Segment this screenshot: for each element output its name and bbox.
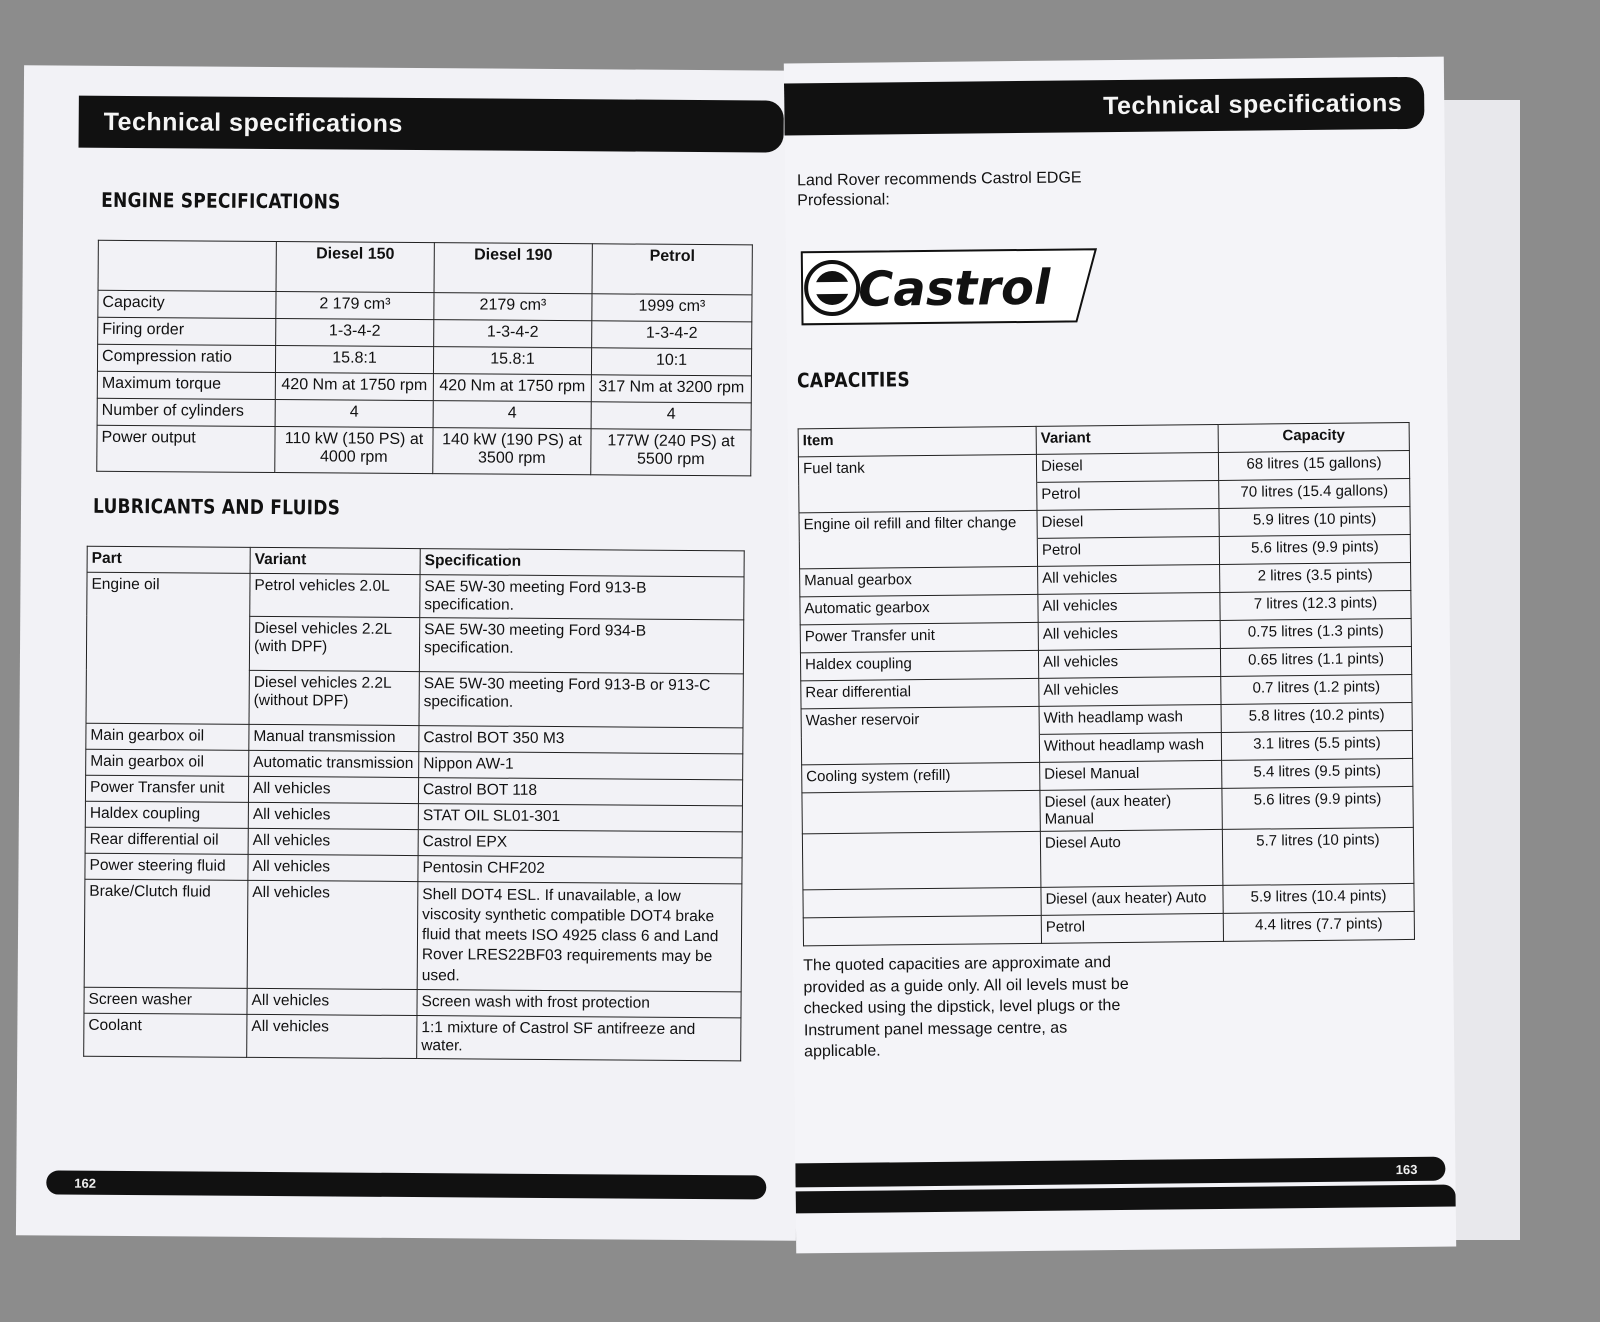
table-cell: 5.8 litres (10.2 pints) [1221,702,1412,732]
table-cell: 3.1 litres (5.5 pints) [1221,730,1412,760]
table-cell: Power output [97,425,275,472]
table-cell: Diesel Manual [1040,760,1222,790]
table-cell: 4 [591,402,751,430]
recommendation-text: Land Rover recommends Castrol EDGE Professional: [796,169,1082,210]
table-cell: 140 kW (190 PS) at 3500 rpm [433,428,591,475]
table-cell: 317 Nm at 3200 rpm [591,375,751,403]
page-number: 162 [74,1175,97,1191]
table-header-cell: Capacity [1218,422,1409,452]
table-row [802,827,1414,889]
page-footer [795,1157,1445,1188]
table-cell: Number of cylinders [97,398,275,426]
table-cell: Rear differential [801,678,1039,708]
table-cell: 5.4 litres (9.5 pints) [1222,758,1413,788]
table-cell: Fuel tank [798,454,1036,484]
table-cell: Rear differential oil [85,827,248,854]
engine-specifications-table [96,240,753,477]
table-cell: All vehicles [1038,592,1220,622]
table-cell: Capacity [98,290,276,318]
table-cell: All vehicles [247,1014,417,1058]
table-cell: Automatic transmission [249,750,419,777]
table-header-row [98,240,752,295]
table-cell: Petrol [1041,913,1223,943]
table-cell: 1-3-4-2 [276,319,434,347]
table-cell: 15.8:1 [433,347,591,375]
table-cell: Coolant [84,1013,247,1057]
table-cell: Diesel (aux heater) Auto [1041,885,1223,915]
table-cell: 68 litres (15 gallons) [1218,450,1409,480]
table-row [84,879,742,991]
table-cell: 0.75 litres (1.3 pints) [1220,618,1411,648]
table-cell: 2 litres (3.5 pints) [1220,562,1411,592]
table-cell [802,790,1040,833]
page-header [79,96,784,153]
table-cell: 1:1 mixture of Castrol SF antifreeze and water. [417,1015,741,1060]
table-cell: 420 Nm at 1750 rpm [275,373,433,401]
table-cell: All vehicles [248,854,418,881]
table-cell: Haldex coupling [85,801,248,828]
table-cell: 177W (240 PS) at 5500 rpm [591,429,751,476]
table-cell: Diesel [1036,452,1218,482]
table-cell: Engine oil [86,572,250,724]
table-cell: Automatic gearbox [800,594,1038,624]
table-row [803,911,1414,945]
table-cell: Diesel vehicles 2.2L (without DPF) [249,670,419,725]
table-cell: Main gearbox oil [86,749,249,776]
page-footer [46,1170,766,1199]
table-cell: All vehicles [1038,564,1220,594]
right-page [784,57,1456,1254]
table-cell: 5.7 litres (10 pints) [1222,827,1414,885]
table-header-cell: Petrol [592,244,752,295]
table-cell: Main gearbox oil [86,723,249,750]
header-title: Technical specifications [103,107,403,138]
table-cell: All vehicles [1038,648,1220,678]
capacities-table [798,422,1415,946]
table-cell: Castrol BOT 118 [418,778,742,806]
table-cell: SAE 5W-30 meeting Ford 934-B specification. [419,618,743,674]
table-cell: Shell DOT4 ESL. If unavailable, a low viscosity synthetic compatible DOT4 brake fluid that meets ISO 4925 class 6 and Land Rover LRES22BF03 requirements may be used. [417,882,742,992]
table-cell: Screen wash with frost protection [417,989,741,1017]
table-cell: All vehicles [1038,620,1220,650]
page-number: 163 [1395,1161,1418,1177]
table-cell: Castrol BOT 350 M3 [419,726,743,754]
header-title: Technical specifications [1102,88,1403,120]
capacities-note: The quoted capacities are approximate and provided as a guide only. All oil levels must be checked using the dipstick, level plugs or the Instrument panel message centre, as applicable. [803,954,1129,1061]
table-cell: Power Transfer unit [800,622,1038,652]
table-cell: 7 litres (12.3 pints) [1220,590,1411,620]
table-cell: 0.65 litres (1.1 pints) [1220,646,1411,676]
table-cell: Diesel [1037,508,1219,538]
footer-decoration [796,1185,1456,1214]
table-header-cell: Part [87,546,250,573]
table-cell: Compression ratio [97,344,275,372]
table-cell: Washer reservoir [801,706,1039,736]
table-cell: All vehicles [248,828,418,855]
table-row [802,786,1413,833]
table-cell: Screen washer [84,987,247,1014]
table-header-cell [98,240,276,291]
capacities-title: CAPACITIES [796,367,911,393]
table-cell: Petrol [1037,480,1219,510]
table-cell: Nippon AW-1 [419,752,743,780]
table-cell [799,482,1037,512]
logo-text: Castrol [857,259,1051,318]
castrol-logo [800,245,1101,328]
table-cell: Pentosin CHF202 [418,856,742,884]
table-cell [799,538,1037,568]
table-cell: Engine oil refill and filter change [799,510,1037,540]
table-cell: Haldex coupling [800,650,1038,680]
table-cell: All vehicles [1039,676,1221,706]
table-cell: 4 [433,401,591,429]
table-cell: Without headlamp wash [1039,732,1221,762]
engine-specifications-title: ENGINE SPECIFICATIONS [101,187,341,214]
table-cell: 5.6 litres (9.9 pints) [1219,534,1410,564]
table-cell: Maximum torque [97,371,275,399]
table-row [87,572,744,620]
table-header-cell: Diesel 150 [276,242,434,293]
table-cell: Manual transmission [249,724,419,751]
table-cell: SAE 5W-30 meeting Ford 913-B specification. [420,575,744,620]
table-cell: 1-3-4-2 [592,321,752,349]
table-cell: 110 kW (150 PS) at 4000 rpm [275,427,433,474]
table-cell: Power Transfer unit [85,775,248,802]
table-cell: All vehicles [248,776,418,803]
table-cell: 4 [275,400,433,428]
left-page [16,65,804,1240]
table-cell: 15.8:1 [275,346,433,374]
table-cell: Petrol [1037,536,1219,566]
table-header-cell: Variant [1036,424,1218,454]
table-row [84,1013,741,1061]
table-cell: STAT OIL SL01-301 [418,804,742,832]
table-cell: Power steering fluid [85,853,248,880]
table-cell: 5.6 litres (9.9 pints) [1222,786,1413,829]
table-cell: All vehicles [248,802,418,829]
table-cell: With headlamp wash [1039,704,1221,734]
table-cell [802,831,1041,889]
table-cell: Diesel Auto [1040,829,1223,887]
table-cell: 1999 cm³ [592,294,752,322]
table-row [97,425,751,476]
table-cell: All vehicles [247,880,418,989]
table-header-cell: Diesel 190 [434,243,592,294]
table-cell: Firing order [98,317,276,345]
table-cell: 420 Nm at 1750 rpm [433,374,591,402]
table-cell: Castrol EPX [418,830,742,858]
table-cell: Manual gearbox [800,566,1038,596]
table-cell [803,915,1041,945]
table-cell: Diesel (aux heater) Manual [1040,788,1222,831]
table-cell: 5.9 litres (10.4 pints) [1223,883,1414,913]
table-cell [803,887,1041,917]
table-cell: Diesel vehicles 2.2L (with DPF) [249,616,419,671]
lubricants-title: LUBRICANTS AND FLUIDS [92,493,341,520]
table-cell: 1-3-4-2 [434,320,592,348]
table-cell: 4.4 litres (7.7 pints) [1223,911,1414,941]
table-cell: 0.7 litres (1.2 pints) [1221,674,1412,704]
table-cell: SAE 5W-30 meeting Ford 913-B or 913-C specification. [419,672,743,728]
table-cell: Cooling system (refill) [802,762,1040,792]
table-cell: 5.9 litres (10 pints) [1219,506,1410,536]
table-header-cell: Item [798,426,1036,456]
table-cell: Brake/Clutch fluid [84,879,248,988]
page-header [784,77,1425,136]
table-cell [801,734,1039,764]
lubricants-table [83,546,745,1061]
table-cell: 2 179 cm³ [276,292,434,320]
table-header-cell: Variant [250,547,420,574]
table-header-cell: Specification [420,549,744,577]
table-cell: All vehicles [247,988,417,1015]
table-cell: 2179 cm³ [434,293,592,321]
table-cell: Petrol vehicles 2.0L [250,573,420,617]
table-cell: 70 litres (15.4 gallons) [1219,478,1410,508]
table-cell: 10:1 [591,348,751,376]
